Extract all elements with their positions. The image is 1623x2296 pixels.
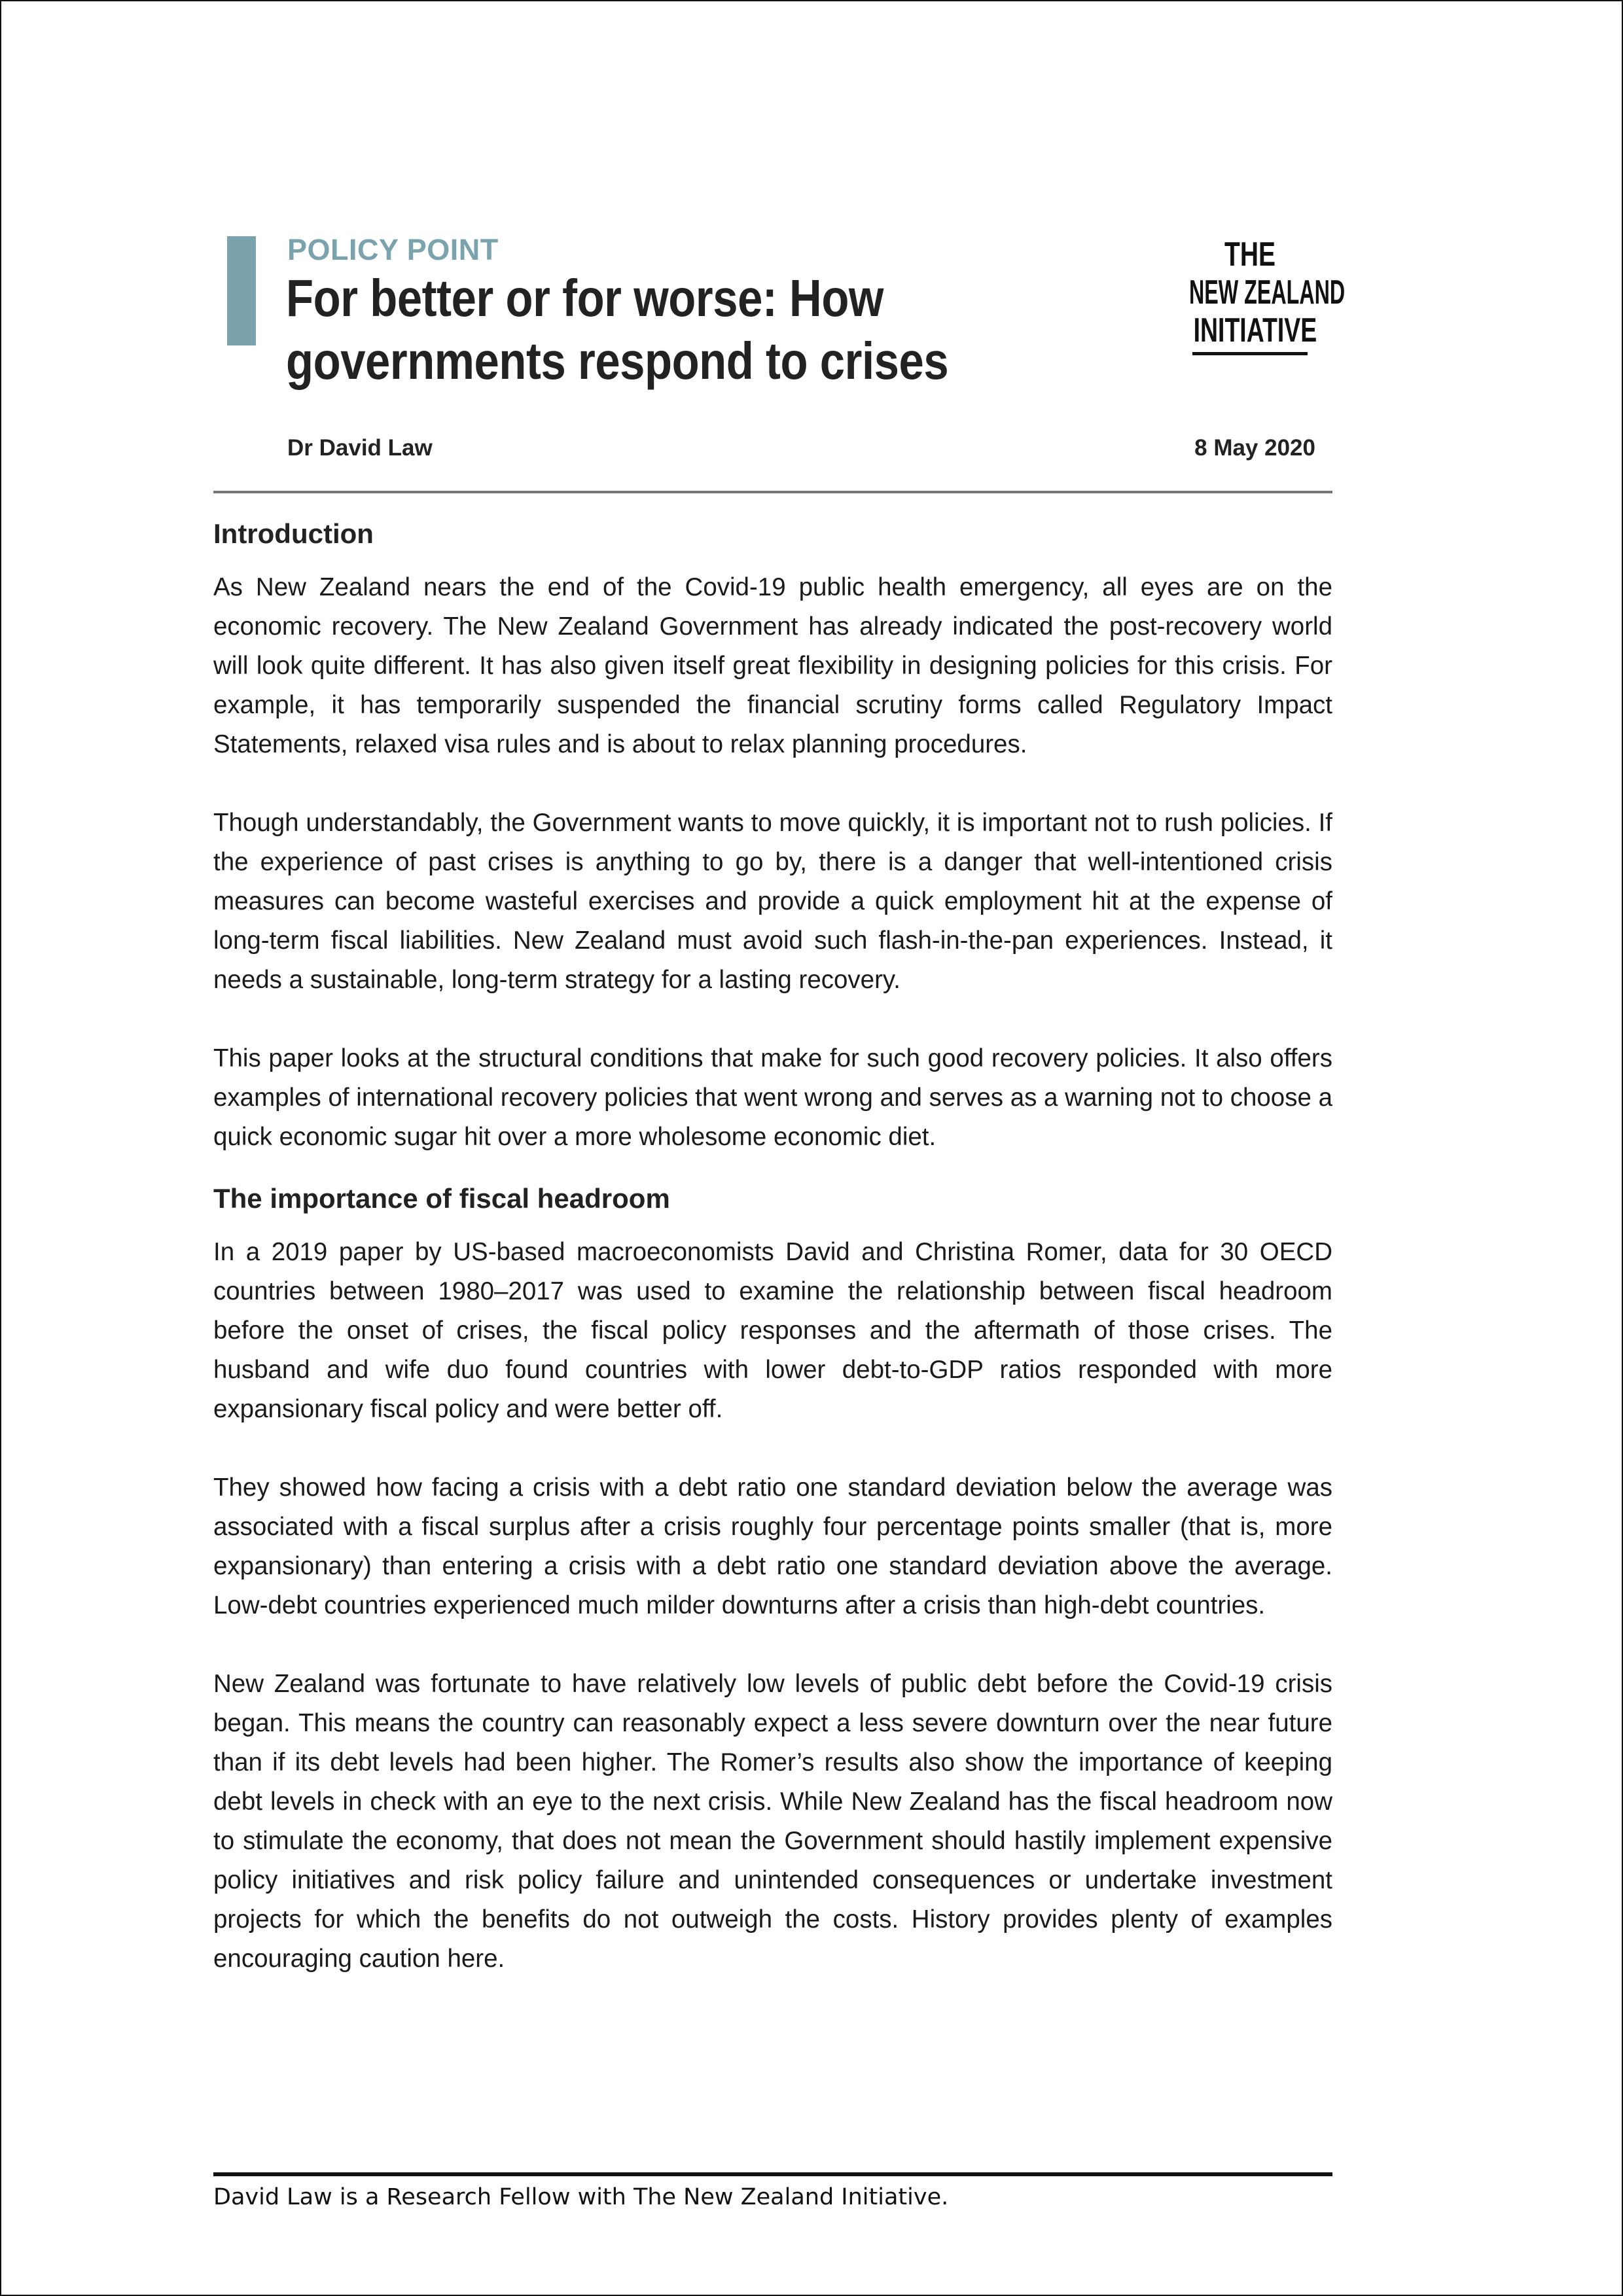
- section-introduction: [213, 514, 1332, 1157]
- paragraph: New Zealand was fortunate to have relatively low levels of public debt before the Covid-19 crisis began. This means the country can reasonably expect a less severe downturn over the near future than if its debt levels had been higher. The Romer’s results also show the importance of keeping debt levels in check with an eye to the next crisis. While New Zealand has the fiscal headroom now to stimulate the economy, that does not mean the Government should hastily implement expensive policy initiatives and risk policy failure and unintended consequences or undertake investment projects for which the benefits do not outweigh the costs. History provides plenty of examples encouraging caution here.: [213, 1670, 1332, 1973]
- article-body: [213, 514, 1332, 1990]
- section-heading: The importance of fiscal headroom: [213, 1183, 670, 1214]
- section-heading: Introduction: [213, 518, 374, 549]
- policy-point-label: POLICY POINT: [287, 233, 499, 266]
- publication-date: 8 May 2020: [1194, 435, 1315, 461]
- logo-underline: [1192, 352, 1308, 355]
- author-name: Dr David Law: [287, 435, 433, 461]
- paragraph: Though understandably, the Government wants to move quickly, it is important not to rush policies. If the experience of past crises is anything to go by, there is a danger that well-intentioned crisis measures can become wasteful exercises and provide a quick employment hit at the expense of long-term fiscal liabilities. New Zealand must avoid such flash-in-the-pan experiences. Instead, it needs a sustainable, long-term strategy for a lasting recovery.: [213, 809, 1332, 994]
- author-bio-note: David Law is a Research Fellow with The New Zealand Initiative.: [213, 2184, 949, 2210]
- nzi-logo: [1171, 236, 1346, 355]
- logo-line-3: INITIATIVE: [1193, 311, 1317, 349]
- section-fiscal-headroom: [213, 1179, 1332, 1979]
- header-divider: [213, 491, 1332, 493]
- paragraph: As New Zealand nears the end of the Covid-19 public health emergency, all eyes are on the economic recovery. The New Zealand Government has already indicated the post-recovery world will look quite different. It has also given itself great flexibility in designing policies for this crisis. For example, it has temporarily suspended the financial scrutiny forms called Regulatory Impact Statements, relaxed visa rules and is about to relax planning procedures.: [213, 573, 1332, 758]
- logo-line-1: THE: [1224, 236, 1275, 274]
- logo-line-2: NEW ZEALAND: [1189, 274, 1346, 311]
- paragraph: In a 2019 paper by US-based macroeconomists David and Christina Romer, data for 30 OECD countries between 1980–2017 was used to examine the relationship between fiscal headroom before the onset of crises, the fiscal policy responses and the aftermath of those crises. The husband and wife duo found countries with lower debt-to-GDP ratios responded with more expansionary fiscal policy and were better off.: [213, 1238, 1332, 1423]
- accent-bar: [227, 236, 256, 345]
- paragraph: They showed how facing a crisis with a debt ratio one standard deviation below the average was associated with a fiscal surplus after a crisis roughly four percentage points smaller (that is, more expansionary) than entering a crisis with a debt ratio one standard deviation above the average. Low-debt countries experienced much milder downturns after a crisis than high-debt countries.: [213, 1474, 1332, 1619]
- footer-divider: [213, 2172, 1332, 2176]
- paragraph: This paper looks at the structural conditions that make for such good recovery policies. It also offers examples of international recovery policies that went wrong and serves as a warning not to choose a quick economic sugar hit over a more wholesome economic diet.: [213, 1044, 1332, 1151]
- page-title: For better or for worse: How governments respond to crises: [286, 269, 949, 390]
